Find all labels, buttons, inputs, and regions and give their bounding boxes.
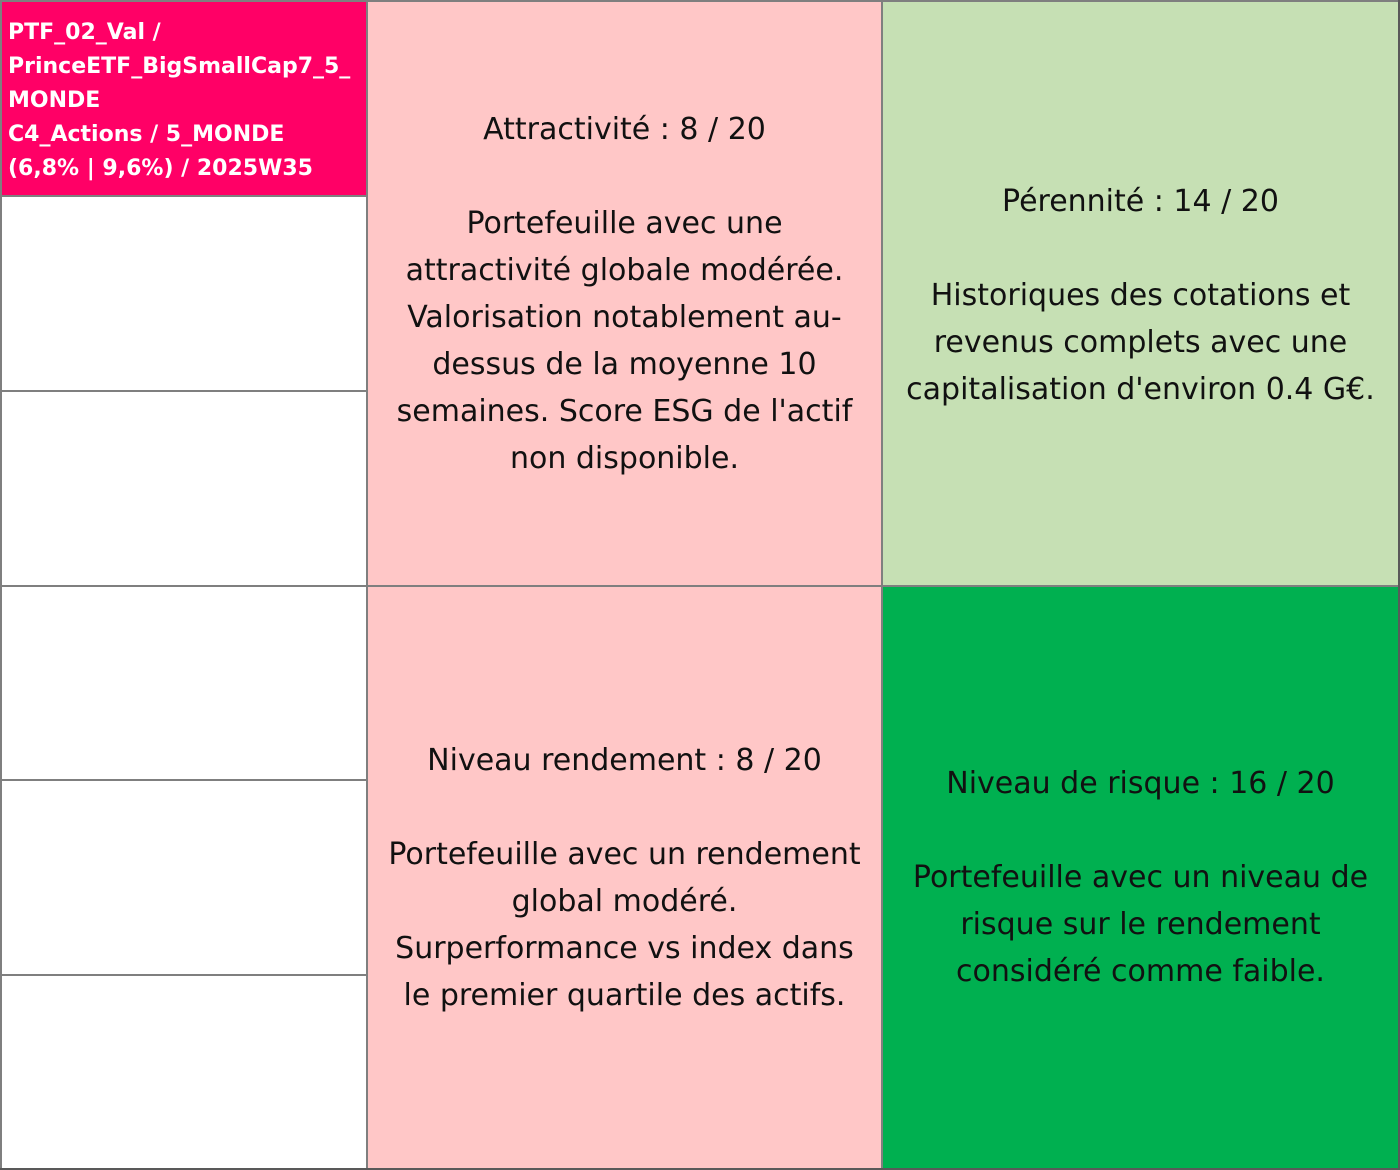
portfolio-header-line-2: PrinceETF_BigSmallCap7_5_ (8, 54, 351, 79)
empty-cell-4[interactable] (0, 779, 366, 974)
attractivite-line-5: semaines. Score ESG de l'actif (396, 393, 853, 429)
empty-cell-2[interactable] (0, 390, 366, 585)
risque-line-3: considéré comme faible. (956, 954, 1325, 989)
empty-cell-3[interactable] (0, 585, 366, 779)
portfolio-header-cell[interactable] (0, 0, 366, 195)
attractivite-line-3: Valorisation notablement au- (407, 299, 842, 335)
risque-score: Niveau de risque : 16 / 20 (946, 766, 1335, 801)
portfolio-header-line-1: PTF_02_Val / (8, 20, 161, 45)
attractivite-line-1: Portefeuille avec une (466, 205, 783, 241)
portfolio-header-line-4: C4_Actions / 5_MONDE (8, 122, 285, 147)
portfolio-header-line-5: (6,8% | 9,6%) / 2025W35 (8, 156, 313, 181)
perennite-panel[interactable] (881, 0, 1398, 585)
perennite-line-1: Historiques des cotations et (930, 278, 1351, 313)
risque-description (913, 854, 1368, 995)
attractivite-description (397, 200, 853, 482)
risque-panel[interactable] (881, 585, 1398, 1168)
perennite-line-2: revenus complets avec une (933, 325, 1348, 360)
perennite-description (906, 272, 1375, 413)
attractivite-line-2: attractivité globale modérée. (405, 252, 844, 288)
perennite-score: Pérennité : 14 / 20 (1002, 184, 1279, 219)
rendement-line-4: le premier quartile des actifs. (403, 977, 846, 1013)
rendement-description (388, 831, 860, 1019)
rendement-score: Niveau rendement : 8 / 20 (427, 742, 822, 778)
attractivite-score: Attractivité : 8 / 20 (483, 111, 766, 147)
attractivite-line-6: non disponible. (509, 440, 740, 476)
risque-line-1: Portefeuille avec un niveau de (912, 860, 1369, 895)
empty-cell-1[interactable] (0, 195, 366, 390)
rendement-line-3: Surperformance vs index dans (395, 930, 854, 966)
rendement-panel[interactable] (366, 585, 881, 1168)
portfolio-header-line-3: MONDE (8, 88, 101, 113)
risque-line-2: risque sur le rendement (960, 907, 1321, 942)
attractivite-line-4: dessus de la moyenne 10 (432, 346, 817, 382)
rendement-line-1: Portefeuille avec un rendement (388, 836, 861, 872)
empty-cell-5[interactable] (0, 974, 366, 1168)
attractivite-panel[interactable] (366, 0, 881, 585)
rendement-line-2: global modéré. (511, 883, 738, 919)
perennite-line-3: capitalisation d'environ 0.4 G€. (906, 372, 1375, 407)
